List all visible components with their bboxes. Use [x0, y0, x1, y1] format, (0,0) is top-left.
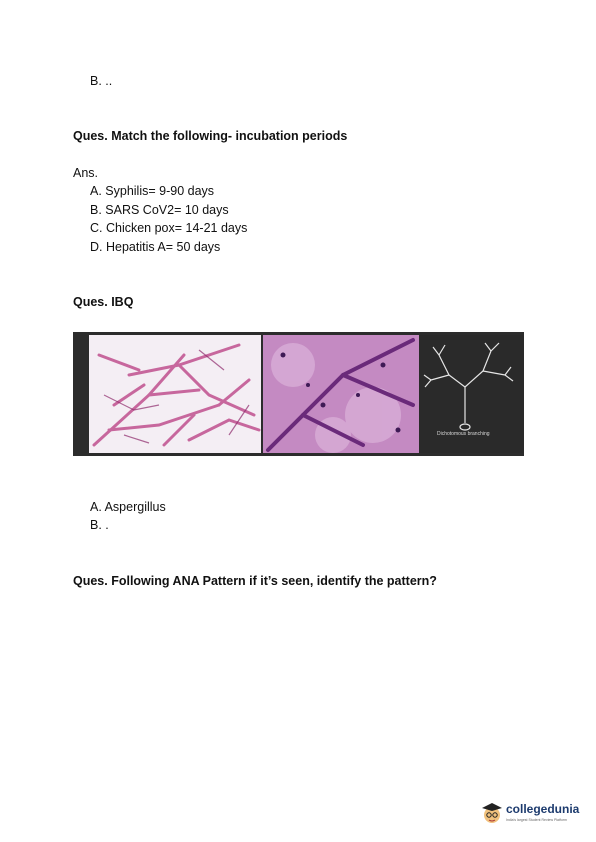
- mascot-icon: [480, 800, 504, 828]
- question-incubation: Ques. Match the following- incubation periods: [73, 129, 348, 143]
- ibq-answer-b: B. .: [90, 518, 109, 532]
- ibq-image: [73, 332, 524, 456]
- answer-a: A. Syphilis= 9-90 days: [90, 184, 215, 198]
- question-ana: Ques. Following ANA Pattern if it’s seen, identify the pattern?: [73, 574, 437, 588]
- answer-b: B. SARS CoV2= 10 days: [90, 203, 229, 217]
- answer-label: Ans.: [73, 166, 99, 180]
- logo-wordmark: collegedunia: [506, 802, 580, 816]
- answer-c: C. Chicken pox= 14-21 days: [90, 221, 248, 235]
- branching-hyphae-left: [89, 335, 261, 453]
- histology-panel-middle: [263, 335, 419, 453]
- logo-tagline: India's largest Student Review Platform: [506, 818, 567, 822]
- histology-panel-left: [89, 335, 261, 453]
- diagram-panel: [419, 335, 524, 453]
- image-caption: Dichotomous branching: [437, 431, 490, 437]
- collegedunia-logo: [480, 800, 590, 830]
- question-ibq: Ques. IBQ: [73, 295, 134, 309]
- ibq-answer-a: A. Aspergillus: [90, 500, 166, 514]
- prev-answer-b: B. ..: [90, 74, 113, 88]
- answer-d: D. Hepatitis A= 50 days: [90, 240, 221, 254]
- branching-hyphae-middle: [263, 335, 419, 453]
